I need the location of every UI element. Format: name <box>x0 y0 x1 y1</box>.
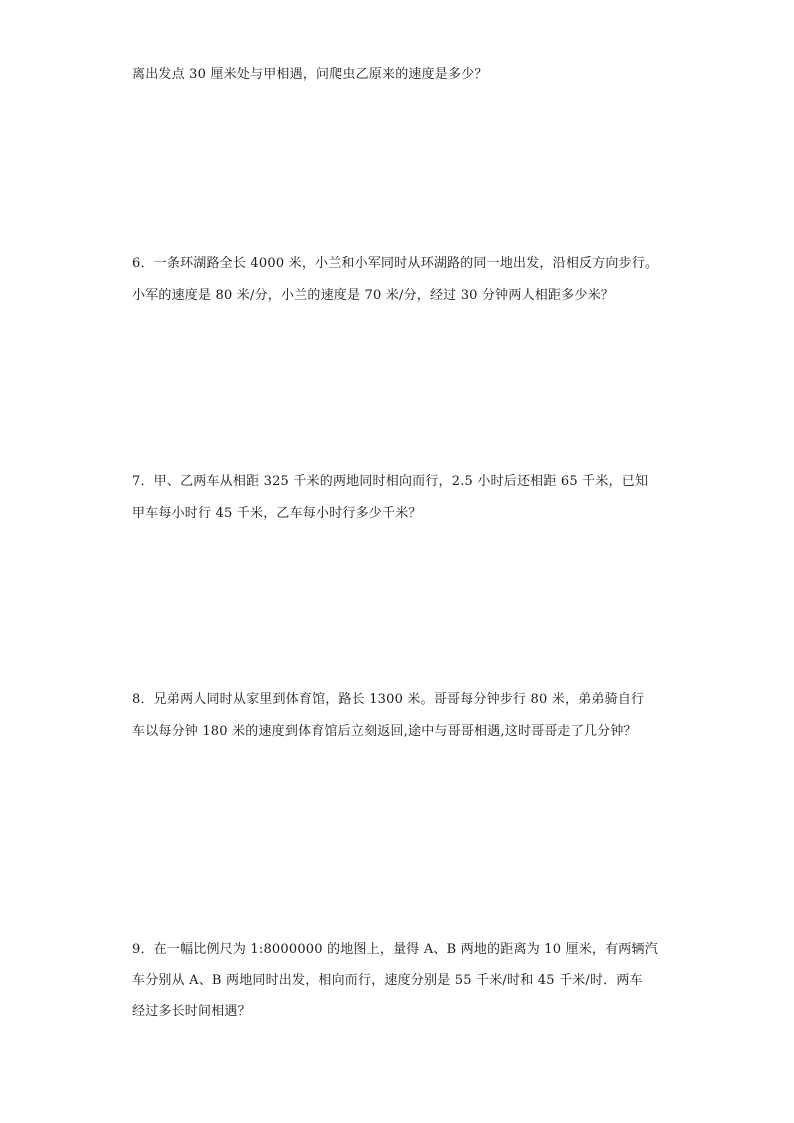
problem-text-line: 甲车每小时行 45 千米，乙车每小时行多少千米？ <box>132 506 422 521</box>
problem-text-line: 6．一条环湖路全长 4000 米，小兰和小军同时从环湖路的同一地出发，沿相反方向步行。 <box>132 256 659 271</box>
problem-text-line: 9．在一幅比例尺为 1:8000000 的地图上，量得 A、B 两地的距离为 10 厘米，有两辆汽 <box>132 942 658 957</box>
problem-text-line: 车分别从 A、B 两地同时出发，相向而行，速度分别是 55 千米/时和 45 千米/时．两车 <box>132 973 643 988</box>
problem-text-line: 经过多长时间相遇？ <box>132 1004 251 1019</box>
problem-text-line: 离出发点 30 厘米处与甲相遇，问爬虫乙原来的速度是多少？ <box>132 67 488 82</box>
problem-text-line: 小军的速度是 80 米/分，小兰的速度是 70 米/分，经过 30 分钟两人相距多少米？ <box>132 288 614 303</box>
problem-text-line: 车以每分钟 180 米的速度到体育馆后立刻返回,途中与哥哥相遇,这时哥哥走了几分钟？ <box>132 724 637 739</box>
problem-text-line: 8．兄弟两人同时从家里到体育馆，路长 1300 米。哥哥每分钟步行 80 米，弟弟骑自行 <box>132 692 645 707</box>
problem-text-line: 7．甲、乙两车从相距 325 千米的两地同时相向而行，2.5 小时后还相距 65 千米，已知 <box>132 474 649 489</box>
